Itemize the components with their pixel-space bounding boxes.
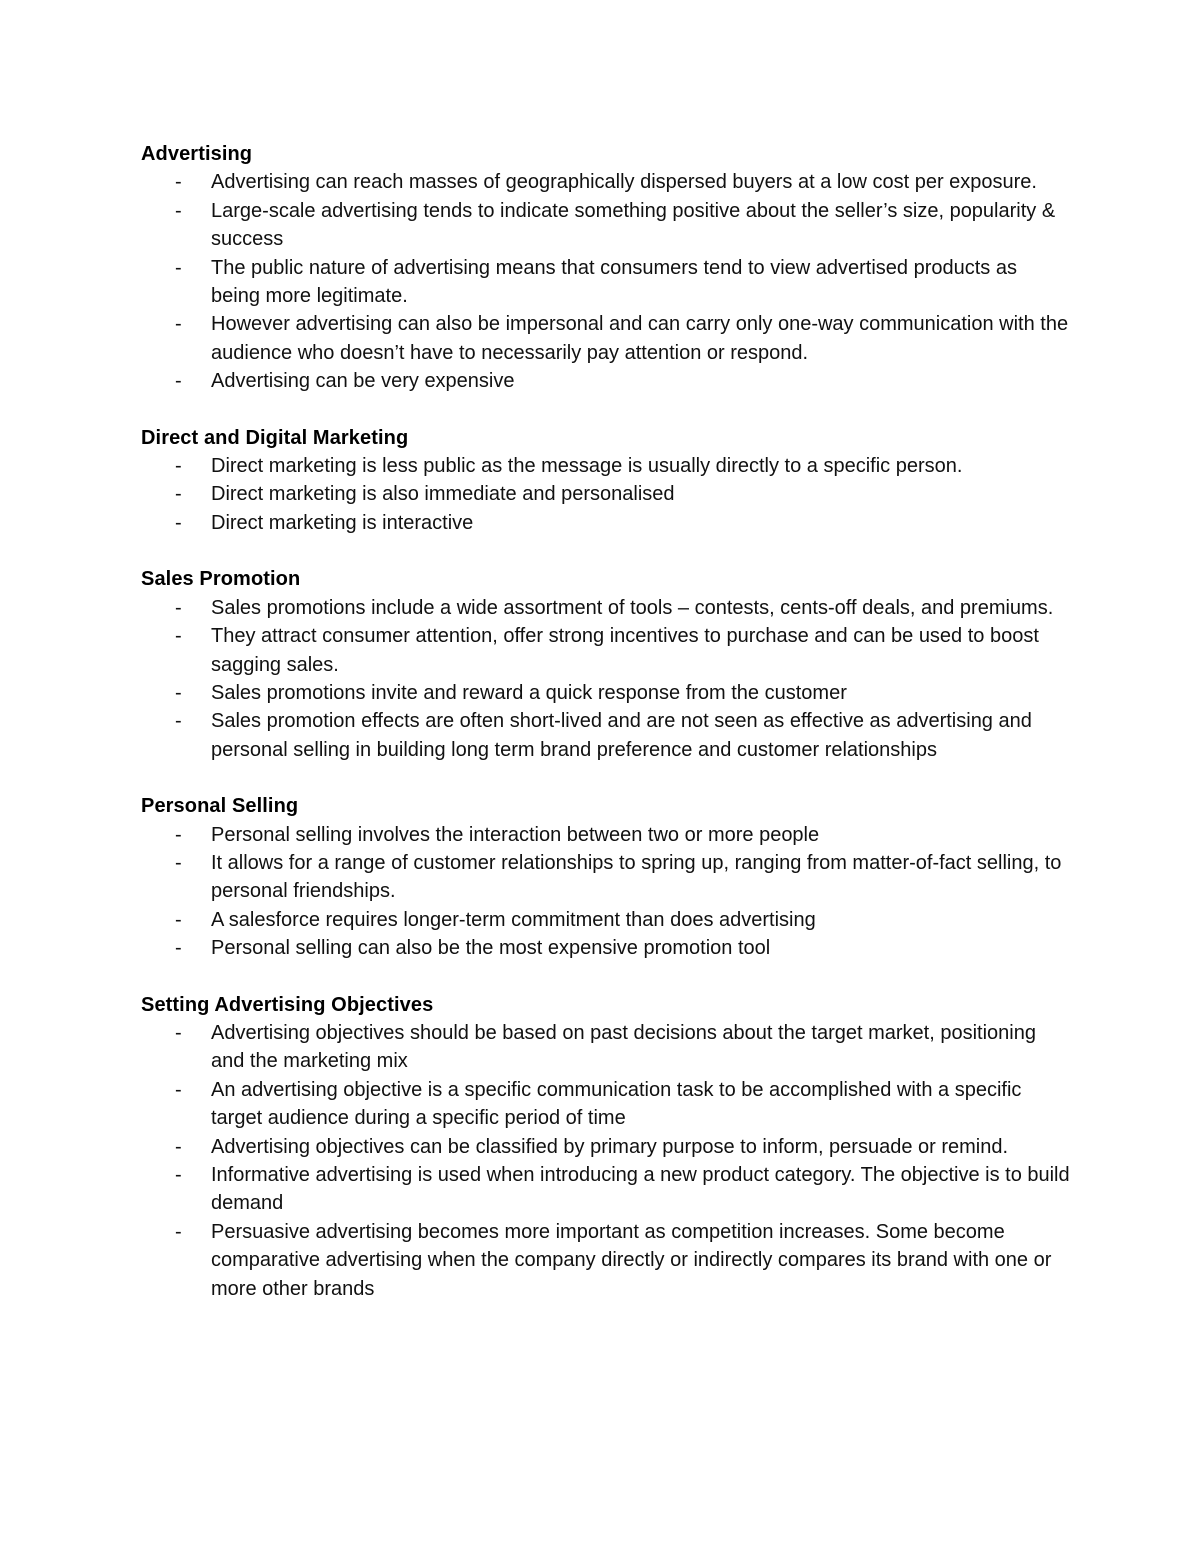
section-sales-promotion — [141, 565, 1071, 764]
bullet-dash: - — [175, 1220, 182, 1243]
list-item-text: It allows for a range of customer relationships to spring up, ranging from matter-of-fact selling, to personal friendships. — [211, 851, 1062, 903]
list-item — [141, 367, 1071, 395]
bullet-dash: - — [175, 851, 182, 874]
bullet-list — [141, 168, 1071, 395]
list-item-text: Personal selling involves the interaction between two or more people — [211, 823, 820, 846]
list-item-text: They attract consumer attention, offer strong incentives to purchase and can be used to boost sagging sales. — [211, 625, 1039, 676]
list-item-text: Advertising can be very expensive — [211, 370, 515, 393]
list-item — [141, 1076, 1071, 1133]
list-item-text: Sales promotions include a wide assortment of tools – contests, cents-off deals, and premiums. — [211, 596, 1054, 619]
section-direct-digital-marketing — [141, 424, 1071, 538]
list-item-text: Direct marketing is also immediate and personalised — [211, 483, 675, 506]
section-personal-selling — [141, 792, 1071, 962]
bullet-dash: - — [175, 908, 182, 931]
bullet-dash: - — [175, 1078, 182, 1101]
section-setting-advertising-objectives — [141, 991, 1071, 1303]
list-item — [141, 934, 1071, 962]
list-item — [141, 197, 1071, 254]
bullet-dash: - — [175, 681, 182, 704]
list-item — [141, 707, 1071, 764]
bullet-dash: - — [175, 1021, 182, 1044]
list-item — [141, 254, 1071, 311]
bullet-dash: - — [175, 625, 182, 648]
list-item-text: Direct marketing is less public as the message is usually directly to a specific person. — [211, 455, 963, 478]
list-item — [141, 821, 1071, 849]
bullet-dash: - — [175, 823, 182, 846]
bullet-list — [141, 1019, 1071, 1303]
bullet-dash: - — [175, 455, 182, 478]
list-item — [141, 679, 1071, 707]
bullet-dash: - — [175, 370, 182, 393]
list-item — [141, 1133, 1071, 1161]
bullet-dash: - — [175, 596, 182, 619]
bullet-dash: - — [175, 511, 182, 534]
list-item — [141, 168, 1071, 196]
list-item-text: Informative advertising is used when introducing a new product category. The objective is to build demand — [211, 1164, 1070, 1215]
bullet-dash: - — [175, 1164, 182, 1186]
bullet-dash: - — [175, 1135, 182, 1158]
bullet-dash: - — [175, 171, 182, 194]
list-item — [141, 1218, 1071, 1303]
list-item — [141, 849, 1071, 906]
bullet-list — [141, 821, 1071, 963]
bullet-dash: - — [175, 199, 182, 222]
list-item — [141, 622, 1071, 679]
list-item-text: Advertising objectives can be classified by primary purpose to inform, persuade or remind. — [211, 1135, 1009, 1158]
list-item-text: Sales promotion effects are often short-lived and are not seen as effective as advertising and personal selling in building long term brand preference and customer relationships — [211, 710, 1032, 761]
list-item — [141, 1161, 1071, 1218]
list-item-text: Sales promotions invite and reward a quick response from the customer — [211, 681, 847, 704]
section-advertising — [141, 140, 1071, 396]
bullet-list — [141, 452, 1071, 537]
section-heading: Personal Selling — [141, 795, 299, 818]
list-item — [141, 480, 1071, 508]
list-item — [141, 906, 1071, 934]
list-item-text: A salesforce requires longer-term commitment than does advertising — [211, 908, 816, 931]
list-item — [141, 509, 1071, 537]
section-heading: Advertising — [141, 143, 253, 165]
list-item-text: However advertising can also be impersonal and can carry only one-way communication with the audience who doesn’t have to necessarily pay attention or respond. — [211, 313, 1069, 364]
list-item — [141, 310, 1071, 367]
bullet-dash: - — [175, 256, 182, 279]
document-page — [141, 140, 1071, 1331]
section-heading: Setting Advertising Objectives — [141, 993, 434, 1016]
section-heading: Sales Promotion — [141, 568, 301, 591]
bullet-dash: - — [175, 937, 182, 960]
list-item — [141, 594, 1071, 622]
list-item-text: The public nature of advertising means that consumers tend to view advertised products as being more legitimate. — [211, 256, 1017, 308]
section-heading: Direct and Digital Marketing — [141, 426, 409, 449]
list-item — [141, 1019, 1071, 1076]
list-item-text: Large-scale advertising tends to indicate something positive about the seller’s size, popularity & success — [211, 199, 1056, 251]
list-item-text: Advertising objectives should be based on past decisions about the target market, positioning and the marketing mix — [211, 1021, 1036, 1073]
bullet-dash: - — [175, 483, 182, 506]
bullet-dash: - — [175, 313, 182, 336]
list-item — [141, 452, 1071, 480]
list-item-text: Persuasive advertising becomes more important as competition increases. Some become comparative advertising when the company directly or indirectly compares its brand with one or more other brands — [211, 1220, 1052, 1300]
list-item-text: An advertising objective is a specific communication task to be accomplished with a specific target audience during a specific period of time — [211, 1078, 1022, 1130]
list-item-text: Direct marketing is interactive — [211, 511, 474, 534]
list-item-text: Advertising can reach masses of geographically dispersed buyers at a low cost per exposure. — [211, 171, 1037, 194]
bullet-dash: - — [175, 710, 182, 733]
list-item-text: Personal selling can also be the most expensive promotion tool — [211, 937, 771, 960]
bullet-list — [141, 594, 1071, 764]
